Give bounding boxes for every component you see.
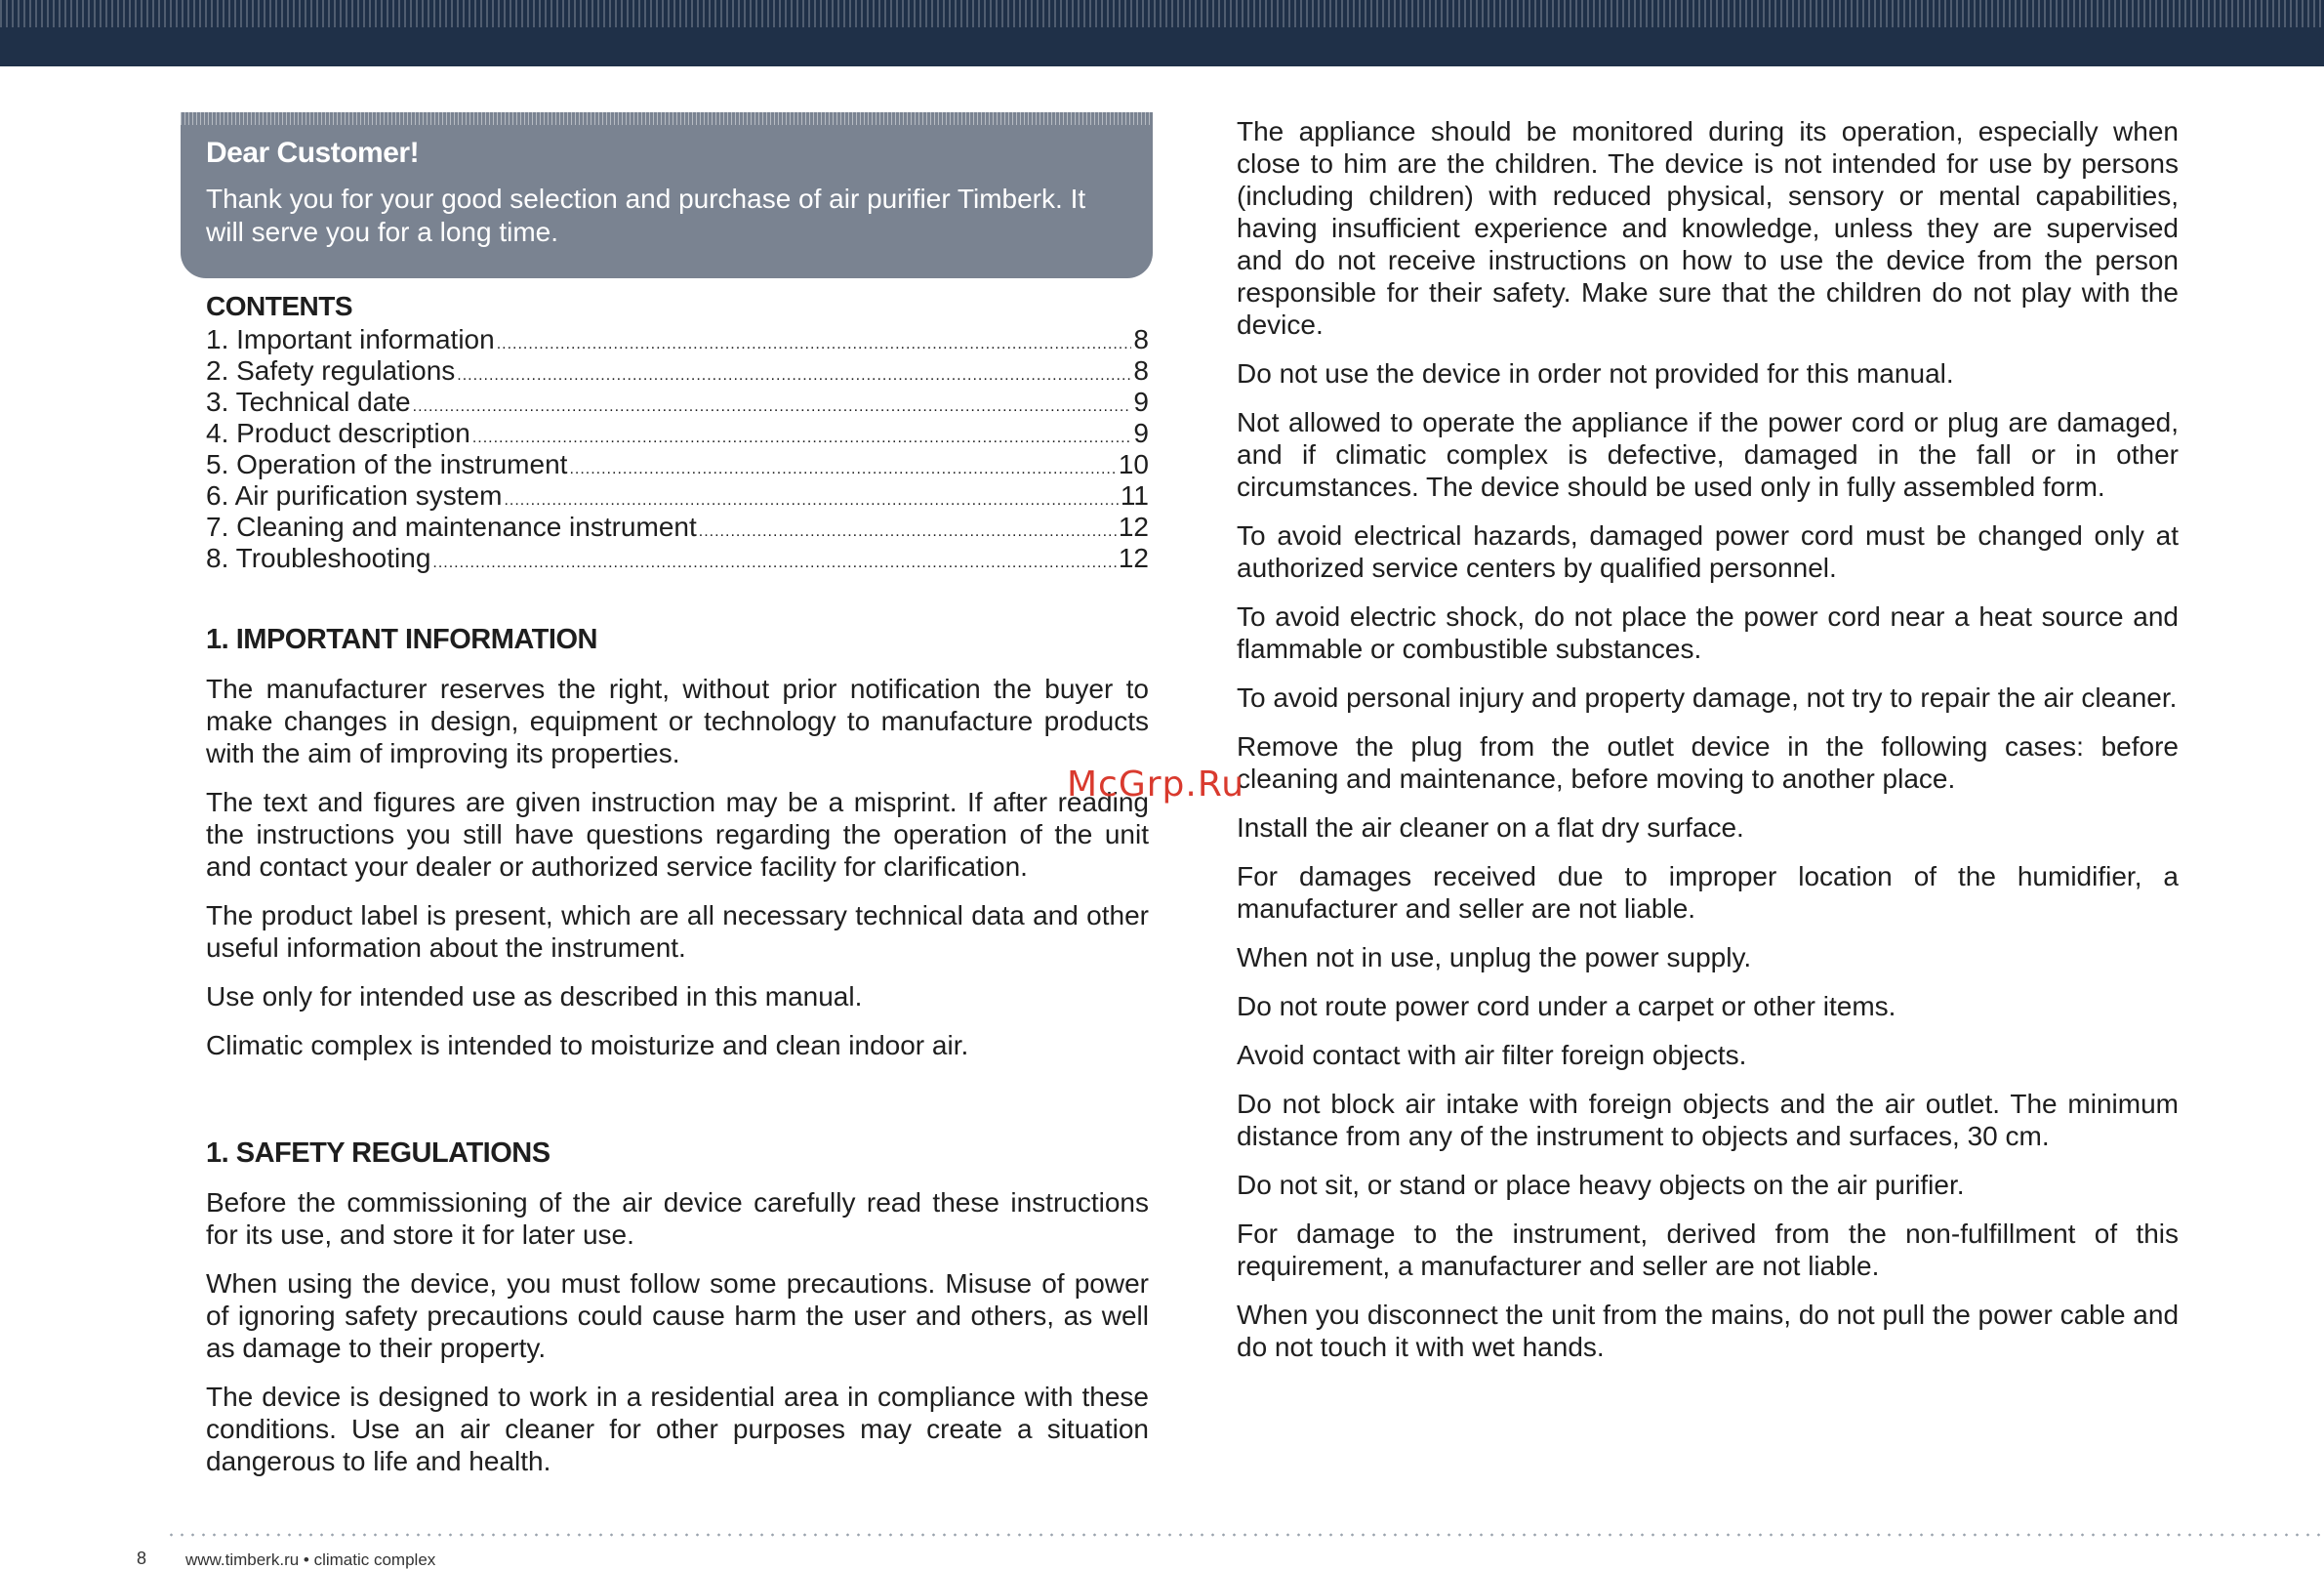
paragraph: Do not sit, or stand or place heavy objects on the air purifier.	[1237, 1170, 1965, 1200]
greeting-title: Dear Customer!	[206, 137, 420, 169]
paragraph: Remove the plug from the outlet device in the following cases: before cleaning and maintenance, before moving to another place.	[1237, 731, 2179, 794]
footer-text[interactable]: www.timberk.ru • climatic complex	[185, 1550, 436, 1569]
paragraph: Use only for intended use as described in this manual.	[206, 981, 863, 1012]
paragraph: For damage to the instrument, derived from the non-fulfillment of this requirement, a manufacturer and seller are not liable.	[1237, 1219, 2179, 1281]
paragraph: The product label is present, which are all necessary technical data and other useful information about the instrument.	[206, 900, 1149, 963]
toc-item[interactable]	[206, 324, 1149, 355]
section-heading: 1. IMPORTANT INFORMATION	[206, 624, 597, 655]
paragraph: The appliance should be monitored during its operation, especially when close to him are the children. The device is not intended for use by persons (including children) with reduced physical, sensory or mental capabilities, having insufficient experience and knowledge, unless they are supervised and do not receive instructions on how to use the device from the person responsible for their safety. Make sure that the children do not play with the device.	[1237, 116, 2179, 340]
paragraph: To avoid electrical hazards, damaged power cord must be changed only at authorized service centers by qualified personnel.	[1237, 520, 2179, 583]
toc-leader	[497, 329, 1132, 360]
toc-item-label: 2. Safety regulations	[206, 355, 456, 386]
greeting-text: Thank you for your good selection and purchase of air purifier Timberk. It will serve you for a long time.	[206, 184, 1086, 247]
paragraph: Do not use the device in order not provided for this manual.	[1237, 358, 1954, 389]
table-of-contents	[206, 290, 1149, 574]
toc-item[interactable]	[206, 480, 1149, 512]
toc-item-label: 6. Air purification system	[206, 480, 503, 511]
toc-item-page: 12	[1118, 543, 1149, 573]
toc-item-label: 4. Product description	[206, 418, 470, 448]
paragraph: The manufacturer reserves the right, without prior notification the buyer to make changes in design, equipment or technology to manufacture products with the aim of improving its properties.	[206, 674, 1149, 768]
toc-item[interactable]	[206, 418, 1149, 449]
paragraph: To avoid electric shock, do not place the power cord near a heat source and flammable or combustible substances.	[1237, 601, 2179, 664]
header-band	[0, 0, 2324, 66]
toc-leader	[569, 454, 1116, 485]
safety-regulations-section	[206, 1136, 1149, 1494]
toc-item-page: 11	[1120, 480, 1149, 511]
paragraph: Do not route power cord under a carpet or other items.	[1237, 991, 1896, 1021]
toc-item-label: 8. Troubleshooting	[206, 543, 431, 573]
watermark: McGrp.Ru	[1067, 764, 1245, 805]
paragraph: To avoid personal injury and property damage, not try to repair the air cleaner.	[1237, 682, 2178, 713]
footer-divider	[166, 1533, 2324, 1537]
toc-item-label: 5. Operation of the instrument	[206, 449, 568, 479]
toc-item-page: 9	[1133, 418, 1149, 448]
paragraph: When using the device, you must follow some precautions. Misuse of power of ignoring safety precautions could cause harm the user and others, as well as damage to their property.	[206, 1268, 1149, 1363]
paragraph: The device is designed to work in a residential area in compliance with these conditions. Use an air cleaner for other purposes may create a situation dangerous to life and health.	[206, 1382, 1149, 1476]
toc-item-page: 8	[1133, 355, 1149, 386]
toc-item[interactable]	[206, 387, 1149, 418]
toc-leader	[413, 392, 1132, 423]
paragraph: Not allowed to operate the appliance if the power cord or plug are damaged, and if climatic complex is defective, damaged in the fall or in other circumstances. The device should be used only in fully assembled form.	[1237, 407, 2179, 502]
paragraph: Avoid contact with air filter foreign objects.	[1237, 1040, 1747, 1070]
toc-item[interactable]	[206, 355, 1149, 387]
toc-leader	[472, 423, 1132, 454]
header-stripes	[0, 0, 2324, 27]
toc-leader	[457, 360, 1131, 392]
toc-item-label: 7. Cleaning and maintenance instrument	[206, 512, 697, 542]
paragraph: When not in use, unplug the power supply.	[1237, 942, 1752, 972]
toc-item-page: 12	[1118, 512, 1149, 542]
paragraph: Install the air cleaner on a flat dry surface.	[1237, 812, 1744, 843]
contents-title: CONTENTS	[206, 291, 352, 321]
greeting-stripes	[181, 112, 1153, 125]
greeting-box	[181, 112, 1153, 278]
page-number: 8	[137, 1549, 147, 1568]
paragraph: Climatic complex is intended to moisturize and clean indoor air.	[206, 1030, 969, 1060]
toc-item-page: 10	[1118, 449, 1149, 479]
toc-item-page: 8	[1133, 324, 1149, 354]
toc-leader	[699, 516, 1117, 548]
toc-item[interactable]	[206, 449, 1149, 480]
paragraph: For damages received due to improper location of the humidifier, a manufacturer and seller are not liable.	[1237, 861, 2179, 924]
safety-continued-column	[1237, 115, 2179, 1380]
important-information-section	[206, 622, 1149, 1078]
paragraph: Before the commissioning of the air device carefully read these instructions for its use, and store it for later use.	[206, 1187, 1149, 1250]
toc-item-label: 1. Important information	[206, 324, 495, 354]
paragraph: The text and figures are given instruction may be a misprint. If after reading the instructions you still have questions regarding the operation of the unit and contact your dealer or authorized service facility for clarification.	[206, 787, 1149, 882]
toc-item-page: 9	[1133, 387, 1149, 417]
paragraph: When you disconnect the unit from the mains, do not pull the power cable and do not touch it with wet hands.	[1237, 1300, 2180, 1362]
section-heading: 1. SAFETY REGULATIONS	[206, 1137, 550, 1169]
toc-item-label: 3. Technical date	[206, 387, 411, 417]
toc-leader	[432, 548, 1116, 579]
toc-item[interactable]	[206, 543, 1149, 574]
toc-item[interactable]	[206, 512, 1149, 543]
paragraph: Do not block air intake with foreign objects and the air outlet. The minimum distance from any of the instrument to objects and surfaces, 30 cm.	[1237, 1089, 2179, 1151]
